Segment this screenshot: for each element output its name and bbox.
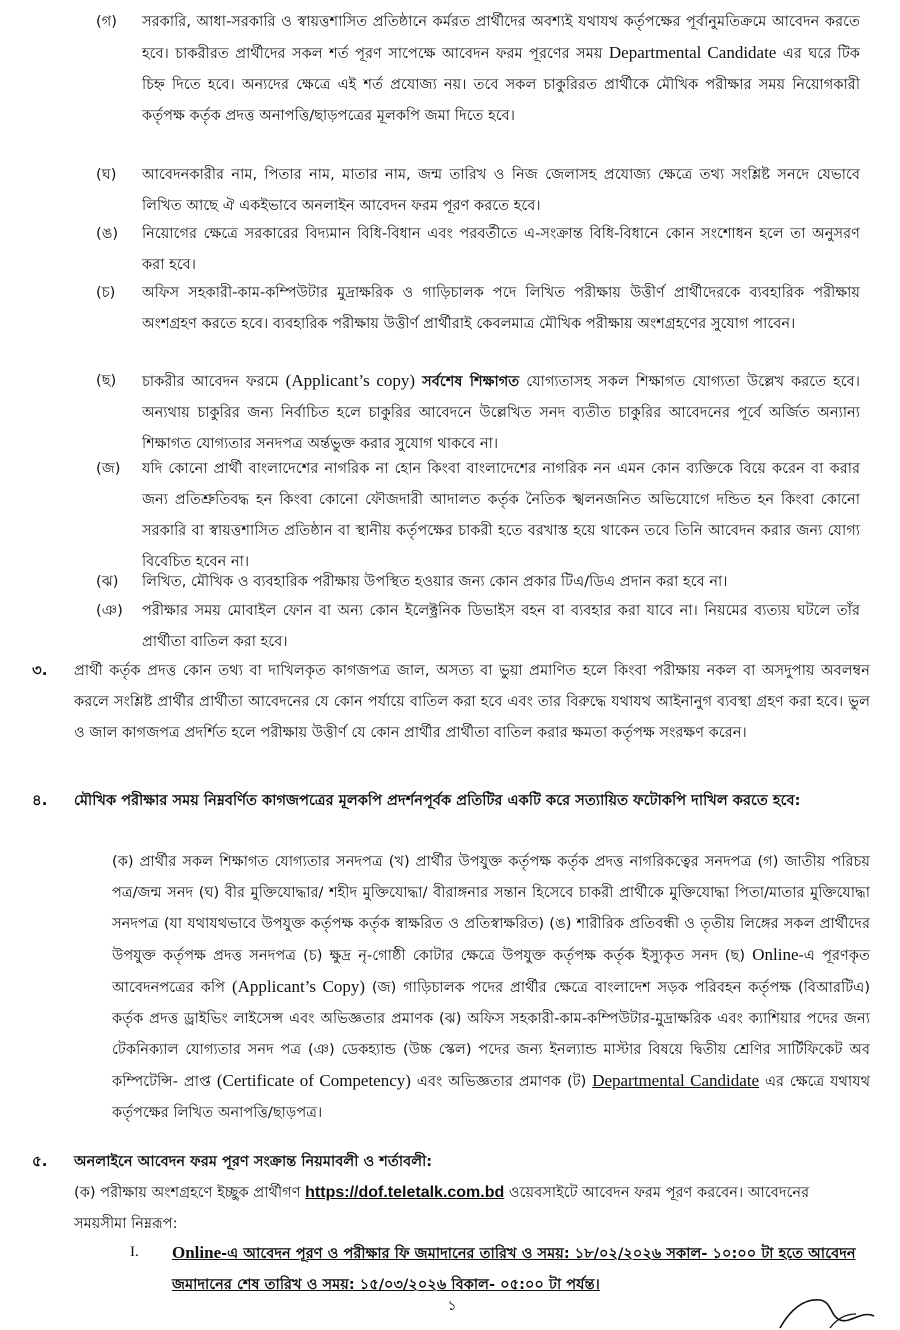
- deadline-item: [130, 1237, 870, 1300]
- page-number: ১: [447, 1298, 457, 1314]
- online-term: Online: [752, 945, 799, 964]
- documents-text: -এ পূরণকৃত আবেদনপত্রের কপি: [112, 947, 870, 996]
- signature-mark: [770, 1290, 880, 1330]
- paragraph-number: ৪.: [32, 791, 48, 809]
- clause-chha: [96, 365, 861, 459]
- clause-gha: [96, 159, 860, 221]
- certificate-of-competency-term: (Certificate of Competency): [216, 1071, 411, 1090]
- departmental-candidate-term: Departmental Candidate: [592, 1071, 760, 1090]
- application-instruction: [74, 1177, 864, 1239]
- clause-marker: (ঞ): [96, 602, 123, 619]
- clause-text: আবেদনকারীর নাম, পিতার নাম, মাতার নাম, জন্ম তারিখ ও নিজ জেলাসহ প্রযোজ্য ক্ষেত্রে তথ্য সংশ্লিষ্ট সনদে যেভাবে লিখিত আছে ঐ একইভাবে অনলাইন আবেদন ফরম পূরণ করতে হবে।: [142, 166, 860, 214]
- required-documents-list: [112, 846, 870, 1128]
- clause-jha: [96, 566, 860, 597]
- clause-emphasis: সর্বশেষ শিক্ষাগত: [422, 373, 520, 390]
- application-website-link[interactable]: https://dof.teletalk.com.bd: [305, 1184, 505, 1201]
- clause-text: অফিস সহকারী-কাম-কম্পিউটার মুদ্রাক্ষরিক ও গাড়িচালক পদে লিখিত পরীক্ষায় উত্তীর্ণ প্রার্থীদেরকে ব্যবহারিক পরীক্ষায় অংশগ্রহণ করতে হবে। ব্যবহারিক পরীক্ষায় উত্তীর্ণ প্রার্থীরাই কেবলমাত্র মৌখিক পরীক্ষায় অংশগ্রহণের সুযোগ পাবেন।: [142, 284, 860, 332]
- paragraph-heading: মৌখিক পরীক্ষার সময় নিম্নবর্ণিত কাগজপত্রের মূলকপি প্রদর্শনপূর্বক প্রতিটির একটি করে সত্যায়িত ফটোকপি দাখিল করতে হবে:: [74, 792, 801, 809]
- documents-text: এবং অভিজ্ঞতার প্রমাণক (ট): [416, 1073, 587, 1090]
- clause-text: নিয়োগের ক্ষেত্রে সরকারের বিদ্যমান বিধি-বিধান এবং পরবর্তীতে এ-সংক্রান্ত বিধি-বিধানে কোন সংশোধন হলে তা অনুসরণ করা হবে।: [142, 225, 860, 273]
- paragraph-number: ৫.: [32, 1152, 48, 1170]
- paragraph-number: ৩.: [32, 661, 48, 679]
- instruction-text: (ক) পরীক্ষায় অংশগ্রহণে ইচ্ছুক প্রার্থীগণ: [74, 1184, 301, 1201]
- clause-marker: (গ): [96, 13, 117, 30]
- clause-text: পরীক্ষার সময় মোবাইল ফোন বা অন্য কোন ইলেক্ট্রনিক ডিভাইস বহন বা ব্যবহার করা যাবে না। নিয়মের ব্যত্যয় ঘটলে তাঁর প্রার্থীতা বাতিল করা হবে।: [142, 602, 860, 650]
- documents-text: (ক) প্রার্থীর সকল শিক্ষাগত যোগ্যতার সনদপত্র (খ) প্রার্থীর উপযুক্ত কর্তৃপক্ষ কর্তৃক প্রদত্ত নাগরিকত্বের সনদপত্র (গ) জাতীয় পরিচয় পত্র/জন্ম সনদ (ঘ) বীর মুক্তিযোদ্ধার/ শহীদ মুক্তিযোদ্ধা/ বীরাঙ্গনার সন্তান হিসেবে চাকরী প্রার্থীকে মুক্তিযোদ্ধা পিতা/মাতার মুক্তিযোদ্ধা সনদপত্র (যা যথাযথভাবে উপযুক্ত কর্তৃপক্ষ কর্তৃক স্বাক্ষরিত ও প্রতিস্বাক্ষরিত) (ঙ) শারীরিক প্রতিবন্ধী ও তৃতীয় লিঙ্গের সকল প্রার্থীদের উপযুক্ত কর্তৃপক্ষ প্রদত্ত সনদপত্র (চ) ক্ষুদ্র নৃ-গোষ্ঠী কোটার ক্ষেত্রে উপযুক্ত কর্তৃপক্ষ কর্তৃক ইস্যুকৃত সনদ (ছ): [112, 853, 870, 964]
- clause-text: যদি কোনো প্রার্থী বাংলাদেশের নাগরিক না হোন কিংবা বাংলাদেশের নাগরিক নন এমন কোন ব্যক্তিকে বিয়ে করেন বা করার জন্য প্রতিশ্রুতিবদ্ধ হন কিংবা কোনো ফৌজদারী আদালত কর্তৃক নৈতিক স্খলনজনিত অভিযোগে দন্ডিত হন কিংবা কোনো সরকারি বা স্বায়ত্তশাসিত প্রতিষ্ঠান বা স্থানীয় কর্তৃপক্ষের চাকরী হতে বরখাস্ত হয়ে থাকেন তবে তিনি আবেদন করার জন্য যোগ্য বিবেচিত হবেন না।: [142, 460, 860, 570]
- clause-text: যোগ্যতাসহ সকল শিক্ষাগত যোগ্যতা উল্লেখ করতে হবে। অন্যথায় চাকুরির জন্য নির্বাচিত হলে চাকুরির আবেদনে উল্লেখিত সনদ ব্যতীত চাকুরির আবেদনের পূর্বে অর্জিত অন্যান্য শিক্ষাগত যোগ্যতার সনদপত্র অর্ন্তভুক্ত করার সুযোগ থাকবে না।: [142, 373, 861, 452]
- clause-marker: (ছ): [96, 372, 117, 389]
- instruction-text: ওয়েবসাইটে আবেদন ফরম পূরণ করবেন। আবেদনের সময়সীমা নিম্নরূপ:: [74, 1184, 810, 1232]
- clause-text: লিখিত, মৌখিক ও ব্যবহারিক পরীক্ষায় উপস্থিত হওয়ার জন্য কোন প্রকার টিএ/ডিএ প্রদান করা হবে না।: [142, 573, 728, 590]
- online-term: Online: [172, 1243, 222, 1262]
- clause-uma: [96, 218, 860, 280]
- clause-marker: (জ): [96, 460, 121, 477]
- clause-marker: (ঙ): [96, 225, 119, 242]
- documents-text: (জ) গাড়িচালক পদের প্রার্থীর ক্ষেত্রে বাংলাদেশ সড়ক পরিবহন কর্তৃপক্ষ (বিআরটিএ) কর্তৃক প্রদত্ত ড্রাইভিং লাইসেন্স এবং অভিজ্ঞতার প্রমাণক (ঝ) অফিস সহকারী-কাম-কম্পিউটার-মুদ্রাক্ষরিক এবং ক্যাশিয়ার পদের জন্য টেকনিক্যাল যোগ্যতার সনদ পত্র (ঞ) ডেকহ্যান্ড (উচ্চ স্কেল) পদের জন্য ইনল্যান্ড মাস্টার বিষয়ে দ্বিতীয় শ্রেণির সার্টিফিকেট অব কম্পিটেন্সি- প্রাপ্ত: [112, 979, 871, 1090]
- paragraph-heading: অনলাইনে আবেদন ফরম পূরণ সংক্রান্ত নিয়মাবলী ও শর্তাবলী:: [74, 1153, 433, 1170]
- clause-nya: [96, 595, 860, 657]
- applicant-copy-term: (Applicant’s Copy): [231, 977, 365, 996]
- clause-marker: (ঝ): [96, 573, 119, 590]
- clause-text: চাকরীর আবেদন ফরমে: [142, 373, 279, 390]
- departmental-candidate-term: Departmental Candidate: [608, 43, 777, 62]
- clause-ja: [96, 453, 860, 577]
- documents-text: এর ক্ষেত্রে যথাযথ কর্তৃপক্ষের লিখিত অনাপত্তি/ছাড়পত্র।: [112, 1073, 871, 1121]
- clause-ga: [96, 6, 860, 131]
- paragraph-3: [32, 655, 870, 748]
- roman-numeral: I.: [130, 1244, 139, 1260]
- deadline-text: -এ আবেদন পূরণ ও পরীক্ষার ফি জমাদানের তারিখ ও সময়: ১৮/০২/২০২৬ সকাল- ১০:০০ টা হতে আবেদন জমাদানের শেষ তারিখ ও সময়: ১৫/০৩/২০২৬ বিকাল- ০৫:০০ টা পর্যন্ত।: [172, 1245, 856, 1293]
- clause-cha: [96, 277, 860, 339]
- clause-text: এর ঘরে টিক চিহ্ন দিতে হবে। অন্যদের ক্ষেত্রে এই শর্ত প্রযোজ্য নয়। তবে সকল চাকুরিরত প্রার্থীকে মৌখিক পরীক্ষার সময় নিয়োগকারী কর্তৃপক্ষ কর্তৃক প্রদত্ত অনাপত্তি/ছাড়পত্রের মূলকপি জমা দিতে হবে।: [142, 45, 860, 124]
- paragraph-4: [32, 785, 870, 816]
- paragraph-text: প্রার্থী কর্তৃক প্রদত্ত কোন তথ্য বা দাখিলকৃত কাগজপত্র জাল, অসত্য বা ভুয়া প্রমাণিত হলে কিংবা পরীক্ষায় নকল বা অসদুপায় অবলম্বন করলে সংশ্লিষ্ট প্রার্থীর প্রার্থীতা আবেদনের যে কোন পর্যায়ে বাতিল করা হবে এবং তার বিরুদ্ধে যথাযথ আইনানুগ ব্যবস্থা গ্রহণ করা হবে। ভুল ও জাল কাগজপত্র প্রদর্শিত হলে পরীক্ষায় উত্তীর্ণ যে কোন প্রার্থীর প্রার্থীতা বাতিল করার ক্ষমতা কর্তৃপক্ষ সংরক্ষণ করেন।: [74, 662, 870, 741]
- paragraph-5: [32, 1146, 870, 1177]
- clause-marker: (চ): [96, 284, 116, 301]
- clause-text: সরকারি, আধা-সরকারি ও স্বায়ত্তশাসিত প্রতিষ্ঠানে কর্মরত প্রার্থীদের অবশ্যই যথাযথ কর্তৃপক্ষের পূর্বানুমতিক্রমে আবেদন করতে হবে। চাকরীরত প্রার্থীদের সকল শর্ত পূরণ সাপেক্ষে আবেদন ফরম পূরণের সময়: [142, 13, 860, 62]
- applicant-copy-term: (Applicant’s copy): [285, 371, 416, 390]
- clause-marker: (ঘ): [96, 166, 117, 183]
